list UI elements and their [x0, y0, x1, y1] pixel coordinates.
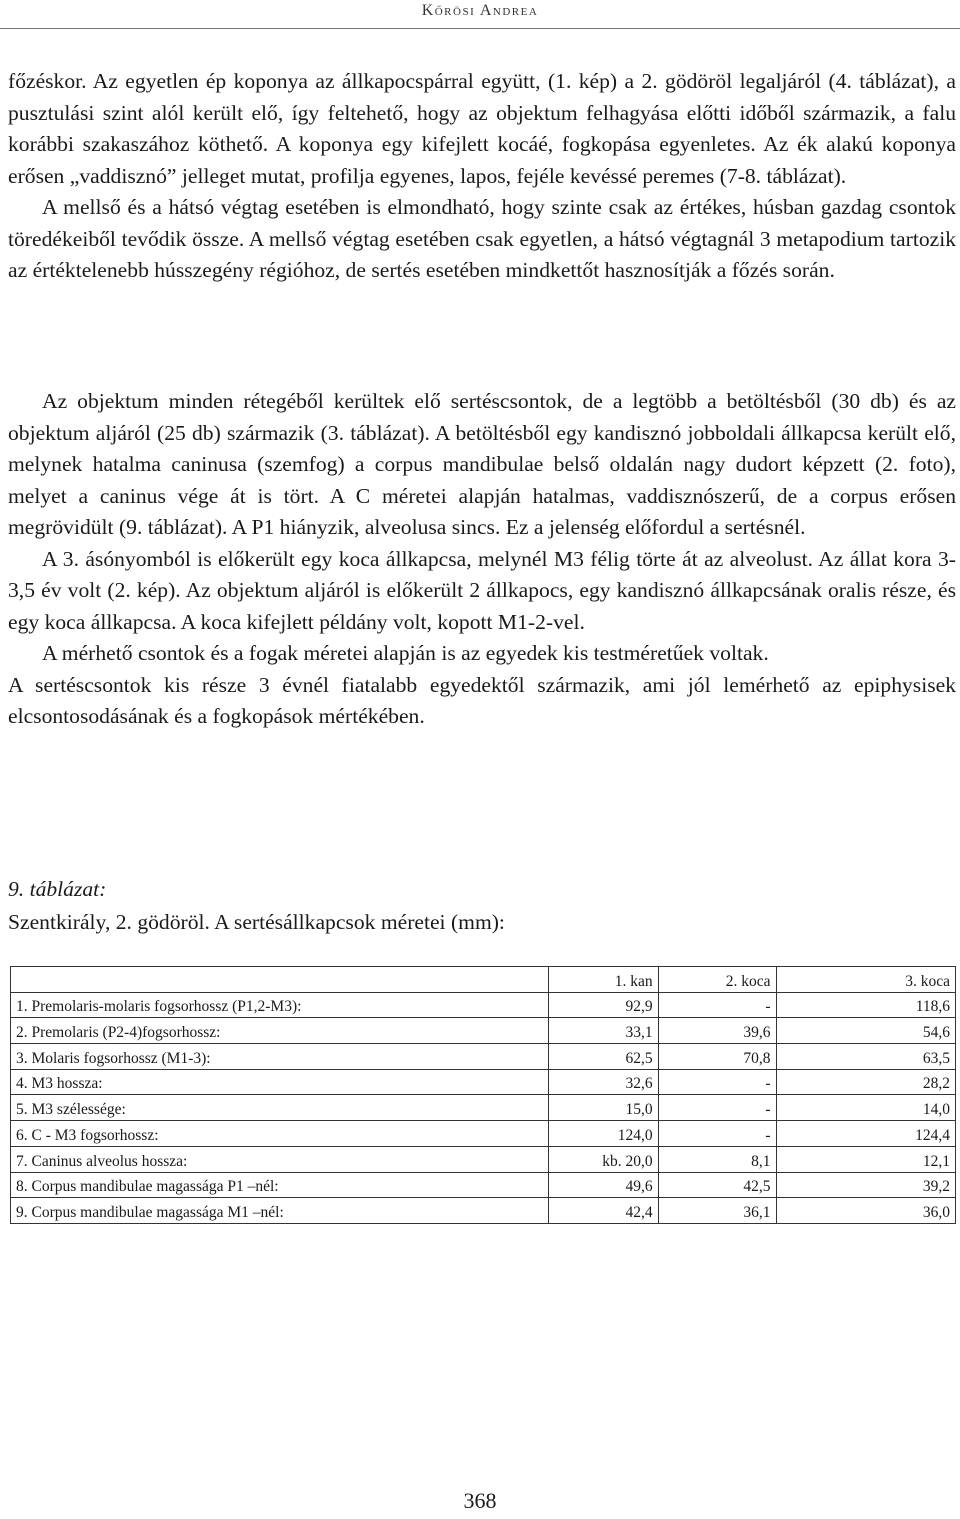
table-value-cell: 39,2	[776, 1172, 955, 1198]
table-label-cell: 9. Corpus mandibulae magassága M1 –nél:	[11, 1198, 549, 1224]
paragraph-3: Az objektum minden rétegéből kerültek elő sertéscsontok, de a legtöbb a betöltésből (30 db) és az objektum aljáról (25 db) származik (3. táblázat). A betöltésből egy kandisznó jobboldali állkapcsa került elő, melynek hatalma caninusa (szemfog) a corpus mandibulae belső oldalán nagy dudort képzett (2. foto), melyet a caninus vége át is tört. A C méretei alapján hatalmas, vaddisznószerű, de a corpus erősen megrövidült (9. táblázat). A P1 hiányzik, alveolusa sincs. Ez a jelenség előfordul a sertésnél.	[8, 389, 956, 539]
table-value-cell: 32,6	[549, 1069, 658, 1095]
table-value-cell: 124,0	[549, 1121, 658, 1147]
table-value-cell: 14,0	[776, 1095, 955, 1121]
table-value-cell: 12,1	[776, 1146, 955, 1172]
table-value-cell: -	[658, 992, 776, 1018]
table-row	[11, 1095, 956, 1121]
table-label-cell: 8. Corpus mandibulae magassága P1 –nél:	[11, 1172, 549, 1198]
running-header	[0, 0, 960, 28]
table-header-cell: 1. kan	[549, 967, 658, 993]
table-value-cell: 28,2	[776, 1069, 955, 1095]
measurements-table	[10, 966, 956, 1224]
table-label-cell: 4. M3 hossza:	[11, 1069, 549, 1095]
table-value-cell: -	[658, 1069, 776, 1095]
table-value-cell: 36,1	[658, 1198, 776, 1224]
paragraph-1: főzéskor. Az egyetlen ép koponya az állkapocspárral együtt, (1. kép) a 2. gödöröl legaljáról (4. táblázat), a pusztulási szint alól került elő, így feltehető, hogy az objektum felhagyása előtti időből származik, a falu korábbi szakaszához köthető. A koponya egy kifejlett kocáé, fogkopása egyenletes. Az ék alakú koponya erősen „vaddisznó” jelleget mutat, profilja egyenes, lapos, fejéle kevéssé peremes (7-8. táblázat).	[8, 69, 956, 188]
table-header-cell: 2. koca	[658, 967, 776, 993]
table-header-cell: 3. koca	[776, 967, 955, 993]
table-label-cell: 2. Premolaris (P2-4)fogsorhossz:	[11, 1018, 549, 1044]
table-row	[11, 1069, 956, 1095]
page-number: 368	[463, 1488, 497, 1513]
table-value-cell: 118,6	[776, 992, 955, 1018]
table-number: 9. táblázat:	[8, 877, 107, 901]
body-text-block-2	[8, 386, 956, 733]
table-label-cell: 1. Premolaris-molaris fogsorhossz (P1,2-M3):	[11, 992, 549, 1018]
table-value-cell: 124,4	[776, 1121, 955, 1147]
header-author: Kőrösi Andrea	[421, 2, 539, 19]
table-value-cell: -	[658, 1095, 776, 1121]
paragraph-6: A sertéscsontok kis része 3 évnél fiatalabb egyedektől származik, ami jól lemérhető az epiphysisek elcsontosodásának és a fogkopások mértékében.	[8, 672, 956, 728]
table-value-cell: 42,4	[549, 1198, 658, 1224]
table-label-cell: 7. Caninus alveolus hossza:	[11, 1146, 549, 1172]
table-row	[11, 1172, 956, 1198]
table-value-cell: 92,9	[549, 992, 658, 1018]
table-value-cell: 54,6	[776, 1018, 955, 1044]
table-value-cell: 8,1	[658, 1146, 776, 1172]
table-value-cell: -	[658, 1121, 776, 1147]
table-label-cell: 3. Molaris fogsorhossz (M1-3):	[11, 1044, 549, 1070]
table-header-row	[11, 967, 956, 993]
paragraph-4: A 3. ásónyomból is előkerült egy koca állkapcsa, melynél M3 félig törte át az alveolust. Az állat kora 3-3,5 év volt (2. kép). Az objektum aljáról is előkerült 2 állkapocs, egy kandisznó állkapcsának oralis része, és egy koca állkapcsa. A koca kifejlett példány volt, kopott M1-2-vel.	[8, 546, 956, 634]
table-row	[11, 992, 956, 1018]
table-value-cell: 36,0	[776, 1198, 955, 1224]
table-row	[11, 1146, 956, 1172]
table-value-cell: 42,5	[658, 1172, 776, 1198]
table-label-cell: 6. C - M3 fogsorhossz:	[11, 1121, 549, 1147]
table-row	[11, 1198, 956, 1224]
table-value-cell: 33,1	[549, 1018, 658, 1044]
table-value-cell: 49,6	[549, 1172, 658, 1198]
table-header-cell	[11, 967, 549, 993]
table-caption	[8, 873, 956, 939]
header-rule	[0, 28, 960, 29]
table-value-cell: 15,0	[549, 1095, 658, 1121]
table-value-cell: 62,5	[549, 1044, 658, 1070]
table-title: Szentkirály, 2. gödöröl. A sertésállkapcsok méretei (mm):	[8, 910, 505, 934]
table-label-cell: 5. M3 szélessége:	[11, 1095, 549, 1121]
table-value-cell: 70,8	[658, 1044, 776, 1070]
table-row	[11, 1018, 956, 1044]
table-row	[11, 1121, 956, 1147]
table-value-cell: 39,6	[658, 1018, 776, 1044]
table-value-cell: kb. 20,0	[549, 1146, 658, 1172]
table-value-cell: 63,5	[776, 1044, 955, 1070]
paragraph-5: A mérhető csontok és a fogak méretei alapján is az egyedek kis testméretűek voltak.	[42, 641, 769, 665]
table-row	[11, 1044, 956, 1070]
paragraph-2: A mellső és a hátsó végtag esetében is elmondható, hogy szinte csak az értékes, húsban gazdag csontok töredékeiből tevődik össze. A mellső végtag esetében csak egyetlen, a hátsó végtagnál 3 metapodium tartozik az értéktelenebb hússzegény régióhoz, de sertés esetében mindkettőt hasznosítják a főzés során.	[8, 195, 956, 282]
body-text-block-1	[8, 66, 956, 287]
